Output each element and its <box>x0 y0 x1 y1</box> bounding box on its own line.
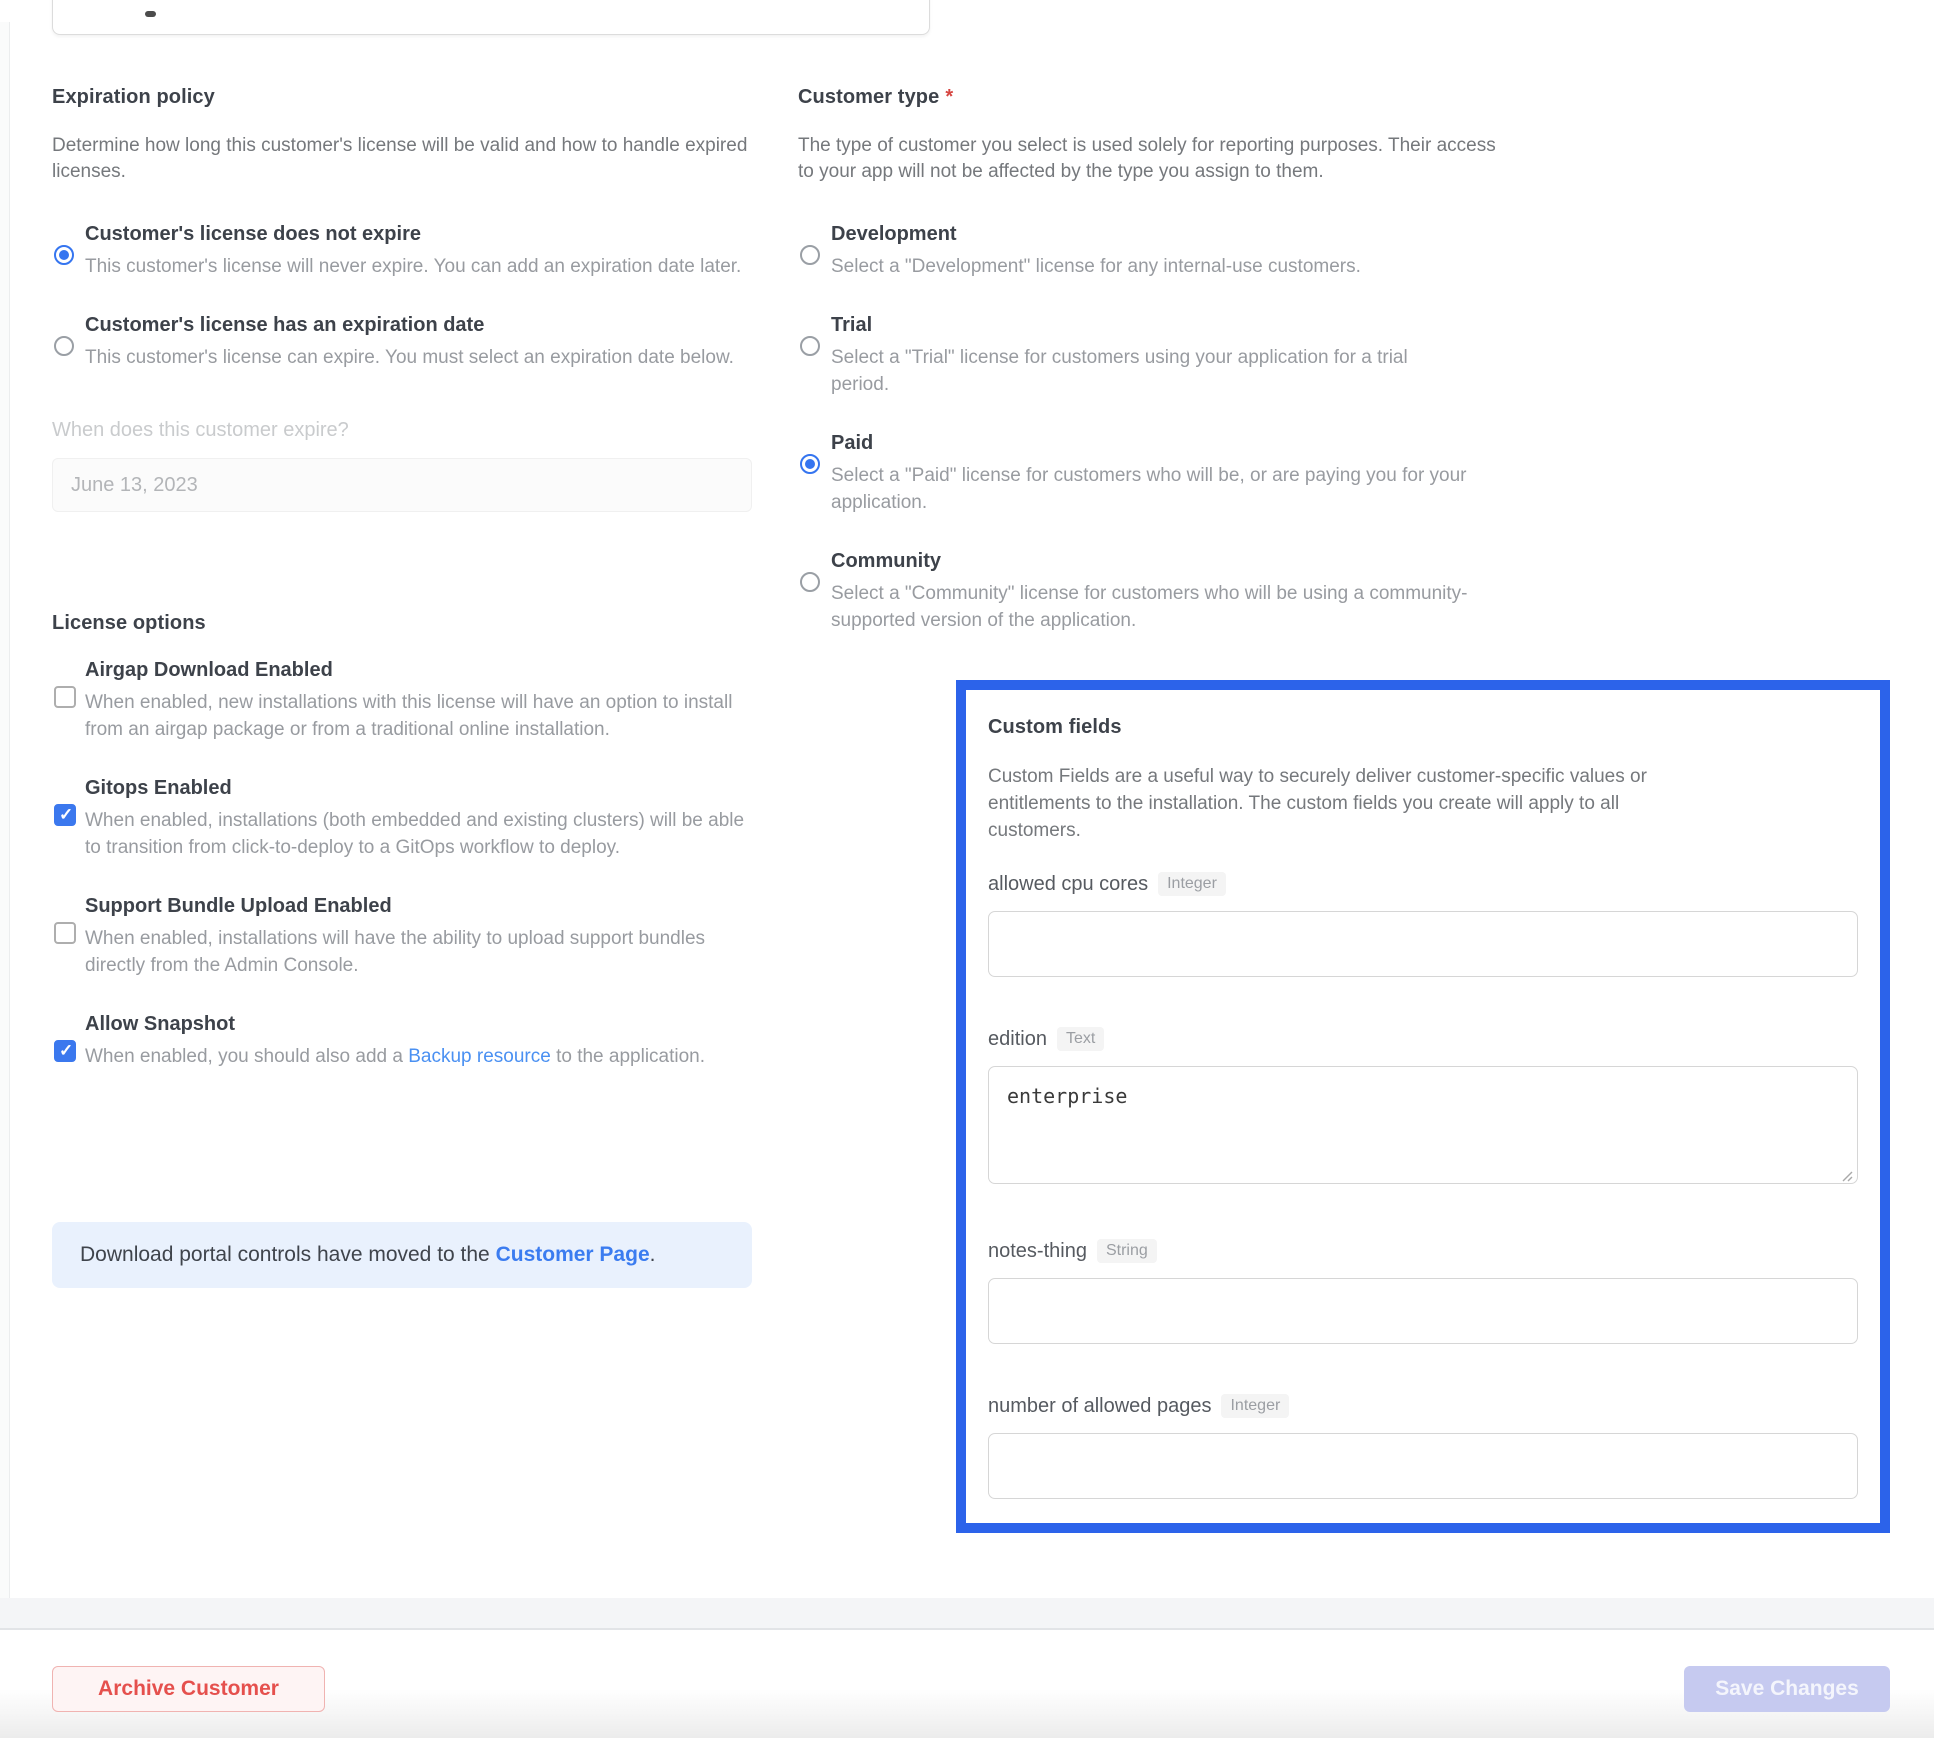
option-label: Paid <box>831 432 874 454</box>
option-label: Community <box>831 550 941 572</box>
number-of-allowed-pages-input[interactable] <box>988 1433 1858 1499</box>
custom-fields-description: Custom Fields are a useful way to securely deliver customer-specific values or entitlements to the installation. The custom fields you create will apply to all customers. <box>988 766 1647 841</box>
backup-resource-link[interactable]: Backup resource <box>408 1046 551 1067</box>
field-label: number of allowed pages <box>988 1395 1212 1417</box>
customer-page-link[interactable]: Customer Page <box>495 1243 650 1266</box>
notes-thing-input[interactable] <box>988 1278 1858 1344</box>
option-description: When enabled, new installations with this license will have an option to install from an airgap package or from a traditional online installation. <box>85 692 733 740</box>
checkbox-option-gitops[interactable] <box>52 777 752 861</box>
option-description: Select a "Development" license for any internal-use customers. <box>831 256 1361 277</box>
option-description: Select a "Trial" license for customers using your application for a trial period. <box>831 347 1408 395</box>
allowed-cpu-cores-input[interactable] <box>988 911 1858 977</box>
option-label: Gitops Enabled <box>85 777 232 799</box>
option-description: When enabled, installations (both embedded and existing clusters) will be able to transition from click-to-deploy to a GitOps workflow to deploy. <box>85 810 745 858</box>
option-label: Development <box>831 223 957 245</box>
radio-button-selected-icon[interactable] <box>800 454 820 474</box>
option-label: Customer's license does not expire <box>85 223 421 245</box>
radio-option-development[interactable] <box>798 223 1890 280</box>
custom-field-allowed-cpu-cores <box>988 872 1858 977</box>
radio-button-icon[interactable] <box>800 336 820 356</box>
radio-button-icon[interactable] <box>54 336 74 356</box>
checkbox-unchecked-icon[interactable] <box>54 686 76 708</box>
option-label: Customer's license has an expiration date <box>85 314 485 336</box>
checkbox-option-airgap[interactable] <box>52 659 752 743</box>
top-partial-input[interactable] <box>52 0 930 35</box>
option-label: Trial <box>831 314 873 336</box>
checkbox-option-support-bundle[interactable] <box>52 895 752 979</box>
left-column <box>52 86 752 1533</box>
expire-date-input[interactable] <box>52 458 752 512</box>
license-options-title: License options <box>52 612 206 634</box>
customer-type-title <box>798 86 1890 109</box>
type-badge: Integer <box>1158 872 1226 896</box>
customer-type-description: The type of customer you select is used solely for reporting purposes. Their access to your app will not be affected by the type you assign to them. <box>798 135 1496 182</box>
required-asterisk: * <box>945 86 954 108</box>
page-left-edge <box>0 22 10 1598</box>
checkbox-option-allow-snapshot[interactable] <box>52 1013 752 1070</box>
custom-field-notes-thing <box>988 1239 1858 1344</box>
type-badge: String <box>1097 1239 1157 1263</box>
custom-fields-title: Custom fields <box>988 716 1122 738</box>
radio-button-icon[interactable] <box>800 245 820 265</box>
description-text: When enabled, you should also add a <box>85 1046 409 1067</box>
archive-customer-button[interactable]: Archive Customer <box>52 1666 325 1712</box>
custom-field-number-of-allowed-pages <box>988 1394 1858 1499</box>
option-description <box>85 1043 752 1070</box>
textarea-resize-handle-icon[interactable] <box>1840 1169 1853 1182</box>
option-description: Select a "Community" license for customers who will be using a community-supported version of the application. <box>831 583 1468 631</box>
option-description: This customer's license will never expire. You can add an expiration date later. <box>85 256 742 277</box>
checkbox-unchecked-icon[interactable] <box>54 922 76 944</box>
text-cursor-mark <box>145 11 156 17</box>
field-label: edition <box>988 1028 1047 1050</box>
option-label: Allow Snapshot <box>85 1013 235 1035</box>
option-label: Support Bundle Upload Enabled <box>85 895 392 917</box>
radio-option-license-has-expiration[interactable] <box>52 314 752 371</box>
description-text: to the application. <box>550 1046 706 1067</box>
checkbox-checked-icon[interactable] <box>54 804 76 826</box>
expiration-policy-description: Determine how long this customer's license will be valid and how to handle expired licenses. <box>52 135 748 182</box>
option-description: When enabled, installations will have the ability to upload support bundles directly from the Admin Console. <box>85 928 706 976</box>
expire-date-label: When does this customer expire? <box>52 419 349 441</box>
radio-option-community[interactable] <box>798 550 1890 634</box>
footer-action-bar <box>0 1630 1934 1738</box>
option-description: This customer's license can expire. You must select an expiration date below. <box>85 347 734 368</box>
right-column <box>798 86 1890 1533</box>
content-bottom-band <box>0 1598 1934 1630</box>
banner-text: . <box>649 1243 656 1266</box>
radio-option-license-does-not-expire[interactable] <box>52 223 752 280</box>
title-text: Customer type <box>798 86 940 108</box>
option-label: Airgap Download Enabled <box>85 659 333 681</box>
type-badge: Text <box>1057 1027 1104 1051</box>
radio-option-trial[interactable] <box>798 314 1890 398</box>
radio-option-paid[interactable] <box>798 432 1890 516</box>
download-portal-banner <box>52 1222 752 1288</box>
option-description: Select a "Paid" license for customers who will be, or are paying you for your application. <box>831 465 1467 513</box>
custom-fields-highlighted-section <box>956 680 1890 1533</box>
field-label: allowed cpu cores <box>988 873 1149 895</box>
field-label: notes-thing <box>988 1240 1087 1262</box>
save-changes-button[interactable]: Save Changes <box>1684 1666 1890 1712</box>
radio-button-icon[interactable] <box>800 572 820 592</box>
edition-textarea[interactable] <box>988 1066 1858 1184</box>
expiration-policy-title: Expiration policy <box>52 86 215 108</box>
custom-field-edition <box>988 1027 1858 1189</box>
checkbox-checked-icon[interactable] <box>54 1040 76 1062</box>
radio-button-selected-icon[interactable] <box>54 245 74 265</box>
type-badge: Integer <box>1221 1394 1289 1418</box>
banner-text: Download portal controls have moved to the <box>80 1243 496 1266</box>
